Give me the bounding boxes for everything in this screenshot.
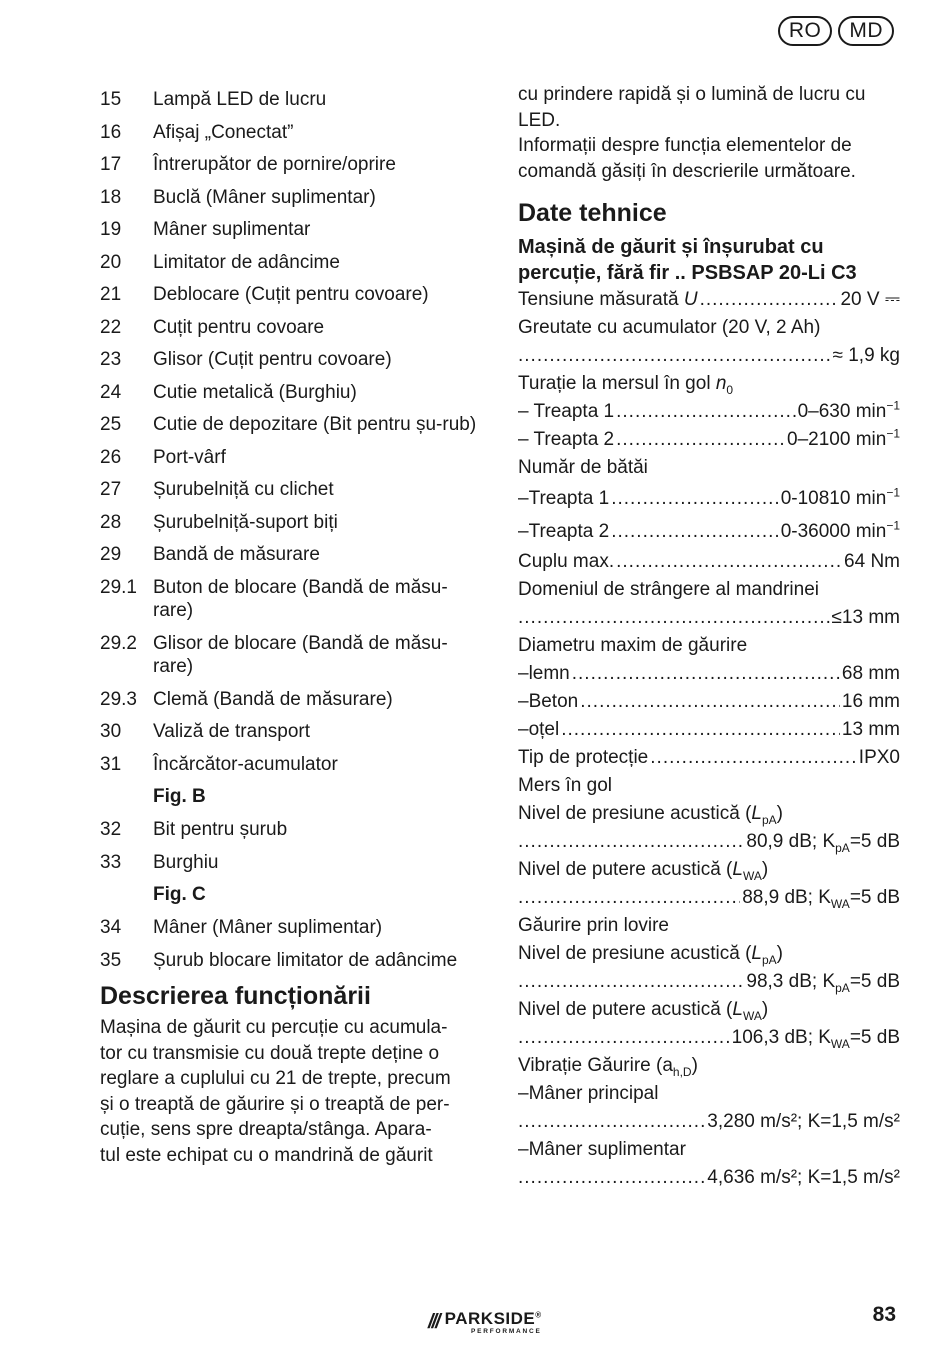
- item-number: 27: [100, 479, 122, 500]
- item-number: 29.2: [100, 632, 137, 654]
- item-number: 22: [100, 316, 122, 338]
- spec-swl-idle-label: Nivel de putere acustică $(L_{WA})$: [518, 859, 769, 883]
- lang-badge-md: MD: [838, 16, 894, 46]
- item-text: Buclă (Mâner suplimentar): [153, 186, 376, 208]
- spec-drill-diam-label: Diametru maxim de găurire: [518, 635, 748, 656]
- lang-badge-ro: RO: [778, 16, 833, 46]
- item-number: 26: [100, 446, 122, 468]
- spec-voltage: Tensiune măsurată U ..... 20 V ⎓: [518, 286, 900, 314]
- item-number: 17: [100, 154, 122, 175]
- item-text: Glisor (Cuțit pentru covoare): [153, 349, 392, 370]
- spec-spl-impact-label: Nivel de presiune acustică $(L_{pA})$: [518, 943, 783, 967]
- item-text: Glisor de blocare (Bandă de măsu-rare): [153, 632, 448, 677]
- text-line: cu prindere rapidă și o lumină de lucru cu: [518, 84, 866, 105]
- spec-vibration-label: Vibrație Găurire $(a_{h,D})$: [518, 1055, 698, 1079]
- brand-subtitle: PERFORMANCE: [470, 1328, 542, 1335]
- spec-chuck-label: Domeniul de strângere al mandrinei: [518, 579, 819, 600]
- page-number: 83: [872, 1303, 896, 1326]
- spec-impact-2: –Treapta 2 ..... 0-36000 $\min^{-1}$: [518, 516, 900, 548]
- spec-weight: ..... ≈ 1,9 kg: [518, 342, 900, 370]
- item-text: Bandă de măsurare: [153, 544, 320, 565]
- item-text: Șurubelniță-suport biți: [153, 511, 338, 533]
- item-number: 35: [100, 949, 122, 971]
- spec-protection: Tip de protecție ..... IPX0: [518, 744, 900, 772]
- item-number: 29: [100, 544, 122, 565]
- list-item: [100, 576, 485, 623]
- item-text: Clemă (Bandă de măsurare): [153, 688, 393, 710]
- list-item: [100, 381, 485, 405]
- item-number: 23: [100, 349, 122, 370]
- product-name: Mașină de găurit și înșurubat cu percuție, fără fir .. PSBSAP 20-Li C3: [518, 236, 857, 284]
- text-line: și o treaptă de găurire și o treaptă de per-: [100, 1093, 450, 1115]
- spec-aux-handle-label: –Mâner suplimentar: [518, 1139, 686, 1160]
- text-line: tul este echipat cu o mandrină de găurit: [100, 1144, 433, 1166]
- item-number: 34: [100, 917, 122, 938]
- description-heading: Descrierea funcționării: [100, 982, 371, 1010]
- parts-list: [100, 88, 485, 776]
- item-text: Întrerupător de pornire/oprire: [153, 154, 396, 175]
- text-line: Mașina de găurit cu percuție cu acumula-: [100, 1017, 448, 1038]
- list-item: [100, 916, 485, 940]
- language-badges: [778, 16, 894, 46]
- list-item: [100, 251, 485, 275]
- item-text: Încărcător-acumulator: [153, 753, 338, 775]
- item-text: Limitator de adâncime: [153, 251, 340, 273]
- list-item: [100, 543, 485, 567]
- item-number: 31: [100, 753, 122, 775]
- spec-spl-idle: ..... 80,9 dB; $K_{pA}=5$ dB: [518, 828, 900, 856]
- spec-idle-label: Mers în gol: [518, 775, 612, 796]
- fig-b-label: Fig. B: [153, 786, 206, 807]
- item-number: 32: [100, 819, 122, 840]
- item-text: Șurub blocare limitator de adâncime: [153, 949, 458, 971]
- spec-torque: Cuplu max. ..... 64 Nm: [518, 548, 900, 576]
- logo-slashes-icon: ///: [428, 1311, 439, 1334]
- description-text-right: [518, 82, 900, 184]
- text-line: cuție, sens spre dreapta/stânga. Apara-: [100, 1119, 432, 1140]
- spec-aux-handle: ..... 4,636 m/s²; K=1,5 m/s²: [518, 1164, 900, 1192]
- item-number: 24: [100, 381, 122, 403]
- list-item: [100, 446, 485, 470]
- spec-speed-2: – Treapta 2 ..... 0–2100 $\min^{-1}$: [518, 426, 900, 454]
- fig-c-list: [100, 916, 485, 972]
- item-text: Lampă LED de lucru: [153, 89, 327, 110]
- item-number: 19: [100, 219, 122, 240]
- item-text: Bit pentru șurub: [153, 819, 288, 840]
- item-number: 20: [100, 251, 122, 273]
- spec-main-handle-label: –Mâner principal: [518, 1083, 659, 1104]
- spec-swl-idle: ..... 88,9 dB; $K_{WA}=5$ dB: [518, 884, 900, 912]
- brand-name: PARKSIDE: [444, 1309, 536, 1328]
- list-item: [100, 949, 485, 973]
- spec-concrete: –Beton ..... 16 mm: [518, 688, 900, 716]
- item-text: Cutie de depozitare (Bit pentru șu-rub): [153, 414, 477, 435]
- spec-wood: –lemn ..... 68 mm: [518, 660, 900, 688]
- list-item: [100, 753, 485, 777]
- spec-impacts-label: Număr de bătăi: [518, 457, 648, 478]
- spec-chuck: ..... ≤13 mm: [518, 604, 900, 632]
- list-item: [100, 316, 485, 340]
- item-text: Deblocare (Cuțit pentru covoare): [153, 284, 429, 305]
- item-number: 29.3: [100, 688, 137, 710]
- item-number: 15: [100, 89, 122, 110]
- text-line: LED.: [518, 109, 561, 131]
- list-item: [100, 348, 485, 372]
- text-line: tor cu transmisie cu două trepte deține o: [100, 1042, 440, 1064]
- list-item: [100, 688, 485, 712]
- list-item: [100, 720, 485, 744]
- list-item: [100, 218, 485, 242]
- spec-impact-drill-label: Găurire prin lovire: [518, 915, 669, 936]
- item-text: Șurubelniță cu clichet: [153, 479, 334, 500]
- spec-impact-1: –Treapta 1 ..... 0-10810 $\min^{-1}$: [518, 482, 900, 516]
- spec-weight-label: Greutate cu acumulator (20 V, 2 Ah): [518, 317, 821, 338]
- list-item: [100, 632, 485, 679]
- spec-speed-1: – Treapta 1 ..... 0–630 $\min^{-1}$: [518, 398, 900, 426]
- spec-steel: –oțel ..... 13 mm: [518, 716, 900, 744]
- spec-main-handle: ..... 3,280 m/s²; K=1,5 m/s²: [518, 1108, 900, 1136]
- item-text: Cuțit pentru covoare: [153, 316, 325, 338]
- list-item: [100, 413, 485, 437]
- list-item: [100, 88, 485, 112]
- item-text: Valiză de transport: [153, 721, 311, 742]
- item-number: 18: [100, 186, 122, 208]
- spec-swl-impact: ..... 106,3 dB; $K_{WA}=5$ dB: [518, 1024, 900, 1052]
- item-text: Buton de blocare (Bandă de măsu-rare): [153, 576, 448, 621]
- item-text: Burghiu: [153, 851, 219, 873]
- spec-spl-idle-label: Nivel de presiune acustică $(L_{pA})$: [518, 803, 783, 827]
- list-item: [100, 478, 485, 502]
- list-item: [100, 851, 485, 875]
- item-number: 21: [100, 284, 122, 305]
- list-item: [100, 121, 485, 145]
- spec-swl-impact-label: Nivel de putere acustică $(L_{WA})$: [518, 999, 769, 1023]
- spec-idle-speed-label: Turație la mersul în gol $n_0$: [518, 373, 734, 397]
- fig-b-list: [100, 818, 485, 874]
- list-item: [100, 186, 485, 210]
- item-number: 30: [100, 721, 122, 742]
- item-number: 33: [100, 851, 122, 873]
- text-line: reglare a cuplului cu 21 de trepte, precum: [100, 1068, 451, 1089]
- parkside-logo: /// PARKSIDE® PERFORMANCE: [428, 1309, 542, 1335]
- text-line: comandă găsiți în descrierile următoare.: [518, 160, 856, 182]
- list-item: [100, 818, 485, 842]
- item-number: 28: [100, 511, 122, 533]
- left-column: [100, 88, 485, 1168]
- fig-c-label: Fig. C: [153, 884, 206, 905]
- item-text: Afișaj „Conectat”: [153, 121, 294, 143]
- right-column: [518, 82, 900, 1192]
- item-text: Mâner suplimentar: [153, 219, 311, 240]
- item-text: Port-vârf: [153, 446, 226, 468]
- item-text: Mâner (Mâner suplimentar): [153, 917, 383, 938]
- description-text-left: [100, 1015, 485, 1168]
- item-text: Cutie metalică (Burghiu): [153, 381, 357, 403]
- item-number: 16: [100, 121, 122, 143]
- item-number: 25: [100, 414, 122, 435]
- list-item: [100, 283, 485, 307]
- item-number: 29.1: [100, 576, 137, 598]
- tech-heading: Date tehnice: [518, 199, 667, 227]
- list-item: [100, 153, 485, 177]
- text-line: Informații despre funcția elementelor de: [518, 135, 852, 156]
- list-item: [100, 511, 485, 535]
- spec-spl-impact: ..... 98,3 dB; $K_{pA}=5$ dB: [518, 968, 900, 996]
